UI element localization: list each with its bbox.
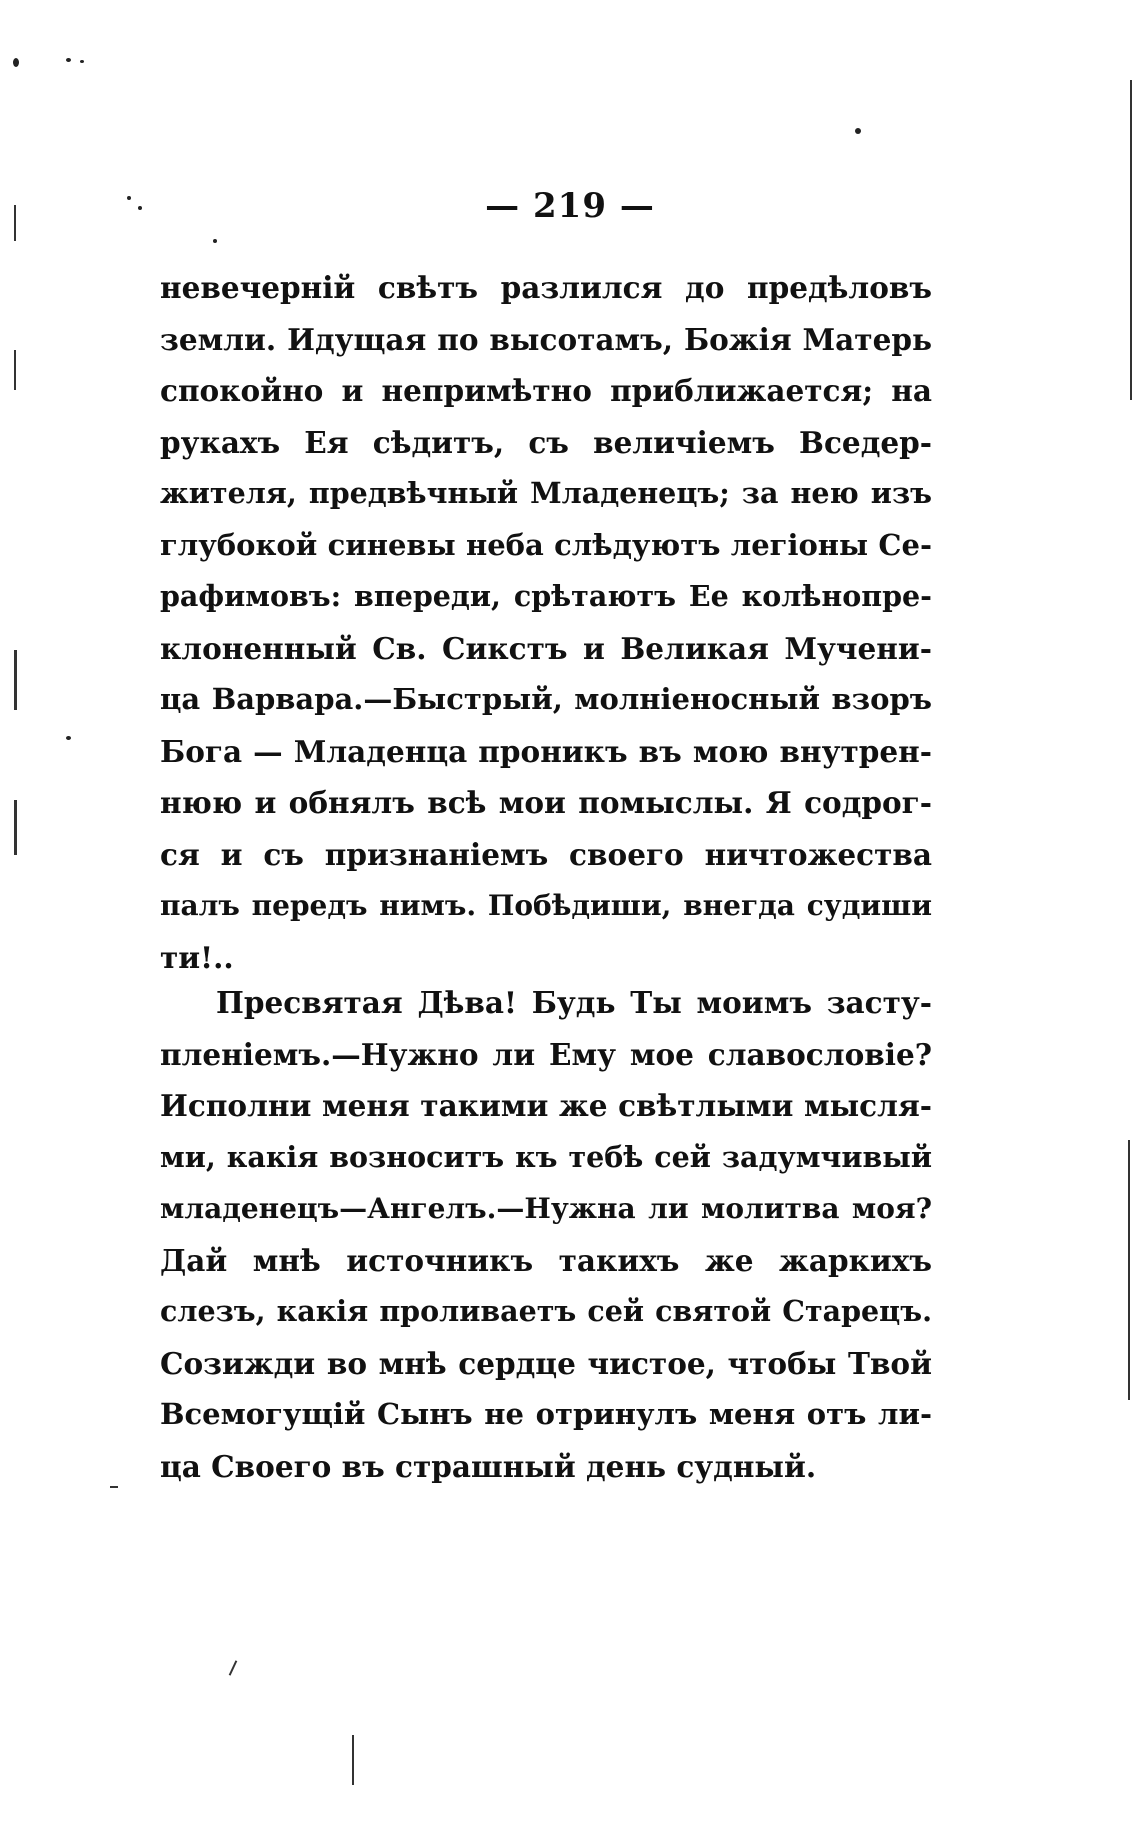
text-line: младенецъ—Ангелъ.—Нужна ли молитва моя?	[160, 1192, 932, 1225]
scan-scratch	[14, 350, 16, 390]
page-number: — 219 —	[485, 186, 655, 226]
text-line: пленіемъ.—Нужно ли Ему мое славословіе?	[160, 1036, 932, 1072]
text-line: Всемогущій Сынъ не отринулъ меня отъ ли-	[160, 1397, 932, 1431]
scan-speck	[213, 239, 217, 243]
scan-speck	[66, 58, 71, 62]
text-line: ца Своего въ страшный день судный.	[160, 1448, 817, 1484]
text-line: рафимовъ: впереди, срѣтаютъ Ее колѣнопре-	[160, 579, 932, 613]
text-line: нюю и обнялъ всѣ мои помыслы. Я содрог-	[160, 785, 932, 820]
scan-speck	[13, 58, 19, 67]
text-line: спокойно и непримѣтно приближается; на	[160, 373, 932, 408]
text-line: жителя, предвѣчный Младенецъ; за нею изъ	[160, 476, 932, 510]
text-line: Бога — Младенца проникъ въ мою внутрен-	[160, 733, 932, 769]
scan-speck	[855, 128, 861, 134]
scan-speck	[80, 60, 84, 63]
text-line: глубокой синевы неба слѣдуютъ легіоны Се-	[160, 527, 932, 562]
text-line: Дай мнѣ источникъ такихъ же жаркихъ	[160, 1242, 932, 1278]
text-line: невечерній свѣтъ разлился до предѣловъ	[160, 270, 932, 305]
text-line: Исполни меня такими же свѣтлыми мысля-	[160, 1088, 932, 1123]
scan-scratch	[110, 1486, 118, 1488]
text-line: рукахъ Ея сѣдитъ, съ величіемъ Вседер-	[160, 424, 932, 460]
text-line: ца Варвара.—Быстрый, молніеносный взоръ	[160, 682, 932, 716]
scan-scratch	[1130, 80, 1132, 400]
scan-scratch	[14, 650, 17, 710]
text-line: Пресвятая Дѣва! Будь Ты моимъ засту-	[216, 985, 932, 1020]
scan-scratch	[352, 1735, 354, 1785]
scan-speck	[66, 736, 71, 740]
text-line: ми, какія возноситъ къ тебѣ сей задумчивый	[160, 1139, 932, 1174]
text-line: земли. Идущая по высотамъ, Божія Матерь	[160, 321, 932, 357]
text-line: Созижди во мнѣ сердце чистое, чтобы Твой	[160, 1345, 932, 1381]
text-line: ти!..	[160, 939, 234, 975]
scan-scratch	[1128, 1140, 1130, 1400]
text-line: слезъ, какія проливаетъ сей святой Старецъ.	[160, 1294, 932, 1328]
scan-scratch	[229, 1660, 238, 1675]
text-line: ся и съ признаніемъ своего ничтожества	[160, 836, 932, 872]
text-line: палъ передъ нимъ. Побѣдиши, внегда судиши	[160, 889, 932, 922]
paragraph-2	[160, 977, 932, 1492]
paragraph-1	[160, 262, 932, 983]
text-line: клоненный Св. Сикстъ и Великая Мучени-	[160, 630, 932, 666]
scan-scratch	[14, 800, 17, 855]
